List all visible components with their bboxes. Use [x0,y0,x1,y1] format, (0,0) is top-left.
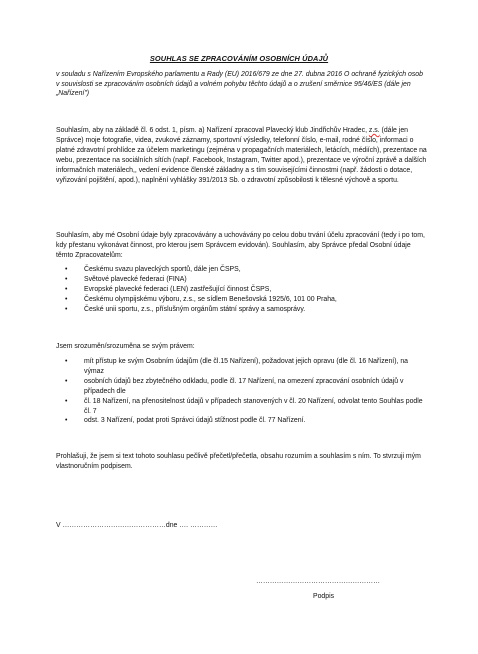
consent-text-end: (dále jen Správce) moje fotografie, videa, zvukové záznamy, sportovní výsledky, telefonní číslo, e-mail, rodné číslo, informaci o platné zdravotní prohlídce za účelem marketingu (zejména v propagačních materiálech, letácích, médiích), prezentace na webu, prezentace na sociálních sítích (např. Facebook, Instagram, Twitter apod.), prezentace ve výroční zprávě a dalších informačních materiálech,, vedení evidence členské základny a s tím souvisejícími činnostmi (např. žádosti o dotace, vyřizování pojištění, apod.), naplnění vyhlášky 391/2013 Sb. o zdravotní způsobilosti k tělesné výchově a sportu. [56,127,427,184]
signature-label: Podpis [313,593,335,600]
consent-text-start: Souhlasím, aby na základě čl. 6 odst. 1, písm. a) Nařízení zpracoval Plavecký klub Jindřichův Hradec, [56,127,369,134]
spellcheck-marked-word: z.s. [368,127,380,134]
list-item: • odst. 3 Nařízení, podat proti Správci údajů stížnost podle čl. 77 Nařízení. [56,416,428,426]
signature-line: ……………………………………………… [256,578,381,585]
processors-list [56,265,428,315]
declaration-paragraph: Prohlašuji, že jsem si text tohoto souhlasu pečlivě přečetl/přečetla, obsahu rozumím a souhlasím s ním. To stvrzuji mým vlastnoručním podpisem. [56,453,421,470]
place-date-line: V ………………………………………dne …. ………… [56,522,218,529]
list-item: • osobních údajů bez zbytečného odkladu, podle čl. 17 Nařízení, na omezení zpracování osobních údajů v případech dle [56,377,428,397]
list-item: • čl. 18 Nařízení, na přenositelnost údajů v případech stanovených v čl. 20 Nařízení, odvolat tento Souhlas podle čl. 7 [56,397,428,417]
document-title: SOUHLAS SE ZPRACOVÁNÍM OSOBNÍCH ÚDAJŮ [149,54,329,63]
list-item: • mít přístup ke svým Osobním údajům (dle čl.15 Nařízení), požadovat jejich opravu (dle čl. 16 Nařízení), na výmaz [56,357,428,377]
list-item: • Českému olympijskému výboru, z.s., se sídlem Benešovská 1925/6, 101 00 Praha, [56,295,428,305]
rights-list [56,357,428,426]
rights-intro: Jsem srozuměn/srozuměna se svým právem: [56,343,195,350]
list-item: • České unii sportu, z.s., příslušným orgánům státní správy a samosprávy. [56,305,428,315]
retention-paragraph: Souhlasím, aby mé Osobní údaje byly zpracovávány a uchovávány po celou dobu trvání účelu zpracování (tedy i po tom, kdy přestanu vykonávat činnost, pro kterou jsem Správcem evidován). Souhlasím, aby Správce předal Osobní údaje těmto Zpracovatelům: [56,232,425,259]
intro-paragraph: v souladu s Nařízením Evropského parlamentu a Rady (EU) 2016/679 ze dne 27. dubna 2016 O ochraně fyzických osob v souvislosti se zpracováním osobních údajů a volném pohybu těchto údajů a o zrušení směrnice 95/46/ES (dále jen „Nařízení") [56,71,423,98]
list-item: • Českému svazu plaveckých sportů, dále jen ČSPS, [56,265,428,275]
list-item: • Evropské plavecké federaci (LEN) zastřešující činnost ČSPS, [56,285,428,295]
consent-paragraph [56,126,428,185]
list-item: • Světové plavecké federaci (FINA) [56,275,428,285]
